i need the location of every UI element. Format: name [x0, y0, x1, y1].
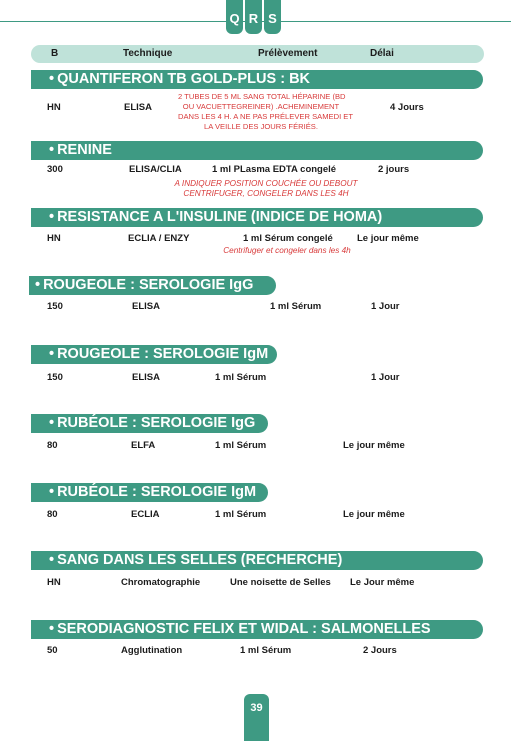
sample-note: A INDIQUER POSITION COUCHÉE OU DEBOUT CENTRIFUGER, CONGELER DANS LES 4H — [174, 179, 358, 198]
tab-letter-q[interactable]: Q — [226, 0, 243, 34]
test-title-bar: • SANG DANS LES SELLES (RECHERCHE) — [31, 551, 483, 570]
test-title-bar: • RUBÉOLE : SEROLOGIE IgM — [31, 483, 268, 502]
delai-value: Le jour même — [357, 233, 419, 244]
technique-value: ELISA — [132, 301, 160, 312]
delai-value: 2 Jours — [363, 645, 397, 656]
test-title: RUBÉOLE : SEROLOGIE IgM — [57, 484, 257, 500]
technique-value: Agglutination — [121, 645, 183, 656]
technique-value: ELFA — [131, 440, 156, 451]
test-title-bar: • RENINE — [31, 141, 483, 160]
b-value: 50 — [47, 645, 58, 656]
test-title: ROUGEOLE : SEROLOGIE IgG — [43, 277, 254, 293]
test-title-bar: • ROUGEOLE : SEROLOGIE IgM — [31, 345, 277, 364]
prelevement-value: 1 ml Sérum congelé — [243, 233, 333, 244]
b-value: HN — [47, 102, 61, 113]
delai-value: 2 jours — [378, 164, 410, 175]
technique-value: ECLIA / ENZY — [128, 233, 190, 244]
delai-value: Le jour même — [343, 509, 405, 520]
delai-value: Le Jour même — [350, 577, 415, 588]
tab-letter-s[interactable]: S — [264, 0, 281, 34]
prelevement-value: 1 ml Sérum — [270, 301, 322, 312]
prelevement-value: 1 ml Sérum — [215, 372, 267, 383]
test-title-bar: • ROUGEOLE : SEROLOGIE IgG — [29, 276, 276, 295]
prelevement-value: 1 ml PLasma EDTA congelé — [212, 164, 337, 175]
alphabet-tabs — [226, 0, 281, 34]
test-title: RUBÉOLE : SEROLOGIE IgG — [57, 415, 256, 431]
page-number: 39 — [244, 694, 269, 741]
header-delai: Délai — [370, 48, 394, 59]
test-title: ROUGEOLE : SEROLOGIE IgM — [57, 346, 269, 362]
technique-value: ELISA/CLIA — [129, 164, 182, 175]
b-value: HN — [47, 233, 61, 244]
prelevement-value: 1 ml Sérum — [240, 645, 292, 656]
prelevement-value: Une noisette de Selles — [230, 577, 331, 588]
b-value: 150 — [47, 301, 63, 312]
technique-value: ELISA — [132, 372, 160, 383]
test-title-bar: • SERODIAGNOSTIC FELIX ET WIDAL : SALMONELLES — [31, 620, 483, 639]
tab-letter-r[interactable]: R — [245, 0, 262, 34]
delai-value: 1 Jour — [371, 372, 400, 383]
technique-value: ELISA — [124, 102, 152, 113]
test-title-bar: • RESISTANCE A L'INSULINE (INDICE DE HOMA) — [31, 208, 483, 227]
column-header — [31, 45, 484, 63]
header-technique: Technique — [123, 48, 173, 59]
test-title-bar: • QUANTIFERON TB GOLD-PLUS : BK — [31, 70, 483, 89]
b-value: 80 — [47, 440, 58, 451]
technique-value: ECLIA — [131, 509, 160, 520]
b-value: HN — [47, 577, 61, 588]
sample-note: 2 TUBES DE 5 ML SANG TOTAL HÉPARINE (BD OU VACUETTEGREINER) .ACHEMINEMENT DANS LES 4 H. A NE PAS PRÉLEVER SAMEDI ET LA VEILLE DES JOURS FÉRIÉS. — [178, 92, 353, 131]
test-title-bar: • RUBÉOLE : SEROLOGIE IgG — [31, 414, 268, 433]
delai-value: 4 Jours — [390, 102, 424, 113]
header-prelevement: Prélèvement — [258, 48, 318, 59]
test-title: SERODIAGNOSTIC FELIX ET WIDAL : SALMONELLES — [57, 621, 431, 637]
test-title: SANG DANS LES SELLES (RECHERCHE) — [57, 552, 343, 568]
b-value: 150 — [47, 372, 63, 383]
header-b: B — [51, 48, 59, 59]
delai-value: 1 Jour — [371, 301, 400, 312]
sample-note: Centrifuger et congeler dans les 4h — [223, 246, 351, 255]
test-title: RENINE — [57, 142, 112, 158]
technique-value: Chromatographie — [121, 577, 201, 588]
b-value: 80 — [47, 509, 58, 520]
test-title: RESISTANCE A L'INSULINE (INDICE DE HOMA) — [57, 209, 383, 225]
test-title: QUANTIFERON TB GOLD-PLUS : BK — [57, 71, 311, 87]
prelevement-value: 1 ml Sérum — [215, 440, 267, 451]
b-value: 300 — [47, 164, 63, 175]
delai-value: Le jour même — [343, 440, 405, 451]
prelevement-value: 1 ml Sérum — [215, 509, 267, 520]
